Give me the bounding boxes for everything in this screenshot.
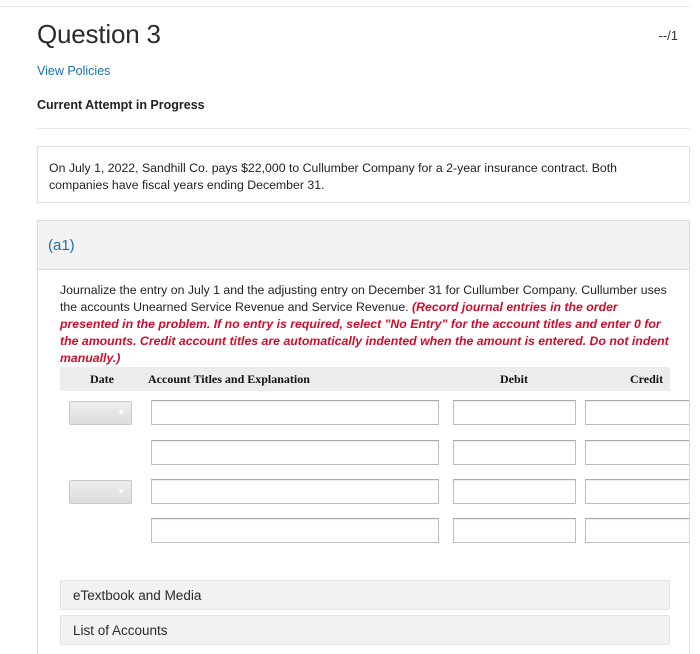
header-debit: Debit bbox=[500, 372, 528, 386]
header-account-titles: Account Titles and Explanation bbox=[148, 372, 310, 386]
debit-input-2[interactable] bbox=[453, 440, 576, 465]
header-credit: Credit bbox=[630, 372, 664, 386]
date-select-1[interactable] bbox=[69, 401, 132, 425]
debit-input-3[interactable] bbox=[453, 479, 576, 504]
journal-table-header bbox=[60, 367, 670, 391]
credit-input-3[interactable] bbox=[585, 479, 689, 504]
attempt-status: Current Attempt in Progress bbox=[37, 98, 205, 112]
top-divider bbox=[0, 6, 690, 7]
credit-input-1[interactable] bbox=[585, 400, 689, 425]
question-score: --/1 bbox=[658, 28, 678, 43]
debit-input-1[interactable] bbox=[453, 400, 576, 425]
section-divider bbox=[37, 128, 690, 129]
instruction-text: Journalize the entry on July 1 and the adjusting entry on December 31 for Cullumber Company. Cullumber uses the accounts Unearned Service Revenue and Service Revenue. bbox=[60, 283, 667, 314]
part-a1-panel bbox=[37, 220, 690, 654]
account-title-input-2[interactable] bbox=[151, 440, 439, 465]
etextbook-media-toggle[interactable]: eTextbook and Media bbox=[60, 580, 670, 610]
part-label: (a1) bbox=[48, 237, 75, 254]
credit-input-4[interactable] bbox=[585, 518, 689, 543]
problem-text: On July 1, 2022, Sandhill Co. pays $22,000 to Cullumber Company for a 2-year insurance contract. Both companies have fiscal years ending December 31. bbox=[49, 161, 618, 192]
header-date: Date bbox=[90, 372, 114, 386]
account-title-input-1[interactable] bbox=[151, 400, 439, 425]
account-title-input-3[interactable] bbox=[151, 479, 439, 504]
credit-input-2[interactable] bbox=[585, 440, 689, 465]
problem-statement bbox=[37, 146, 690, 203]
debit-input-4[interactable] bbox=[453, 518, 576, 543]
view-policies-link[interactable]: View Policies bbox=[37, 64, 111, 78]
instruction-note: (Record journal entries in the order presented in the problem. If no entry is required, select "No Entry" for the account titles and enter 0 for the amounts. Credit account titles are automatically indented when the amount is entered. Do not indent manually.) bbox=[60, 300, 669, 365]
question-title: Question 3 bbox=[37, 19, 161, 49]
part-instructions bbox=[60, 282, 670, 367]
account-title-input-4[interactable] bbox=[151, 518, 439, 543]
date-select-2[interactable] bbox=[69, 480, 132, 504]
chevron-down-icon: ▼ bbox=[117, 408, 125, 417]
chevron-down-icon: ▼ bbox=[117, 487, 125, 496]
part-header bbox=[38, 221, 689, 270]
list-of-accounts-toggle[interactable]: List of Accounts bbox=[60, 615, 670, 645]
